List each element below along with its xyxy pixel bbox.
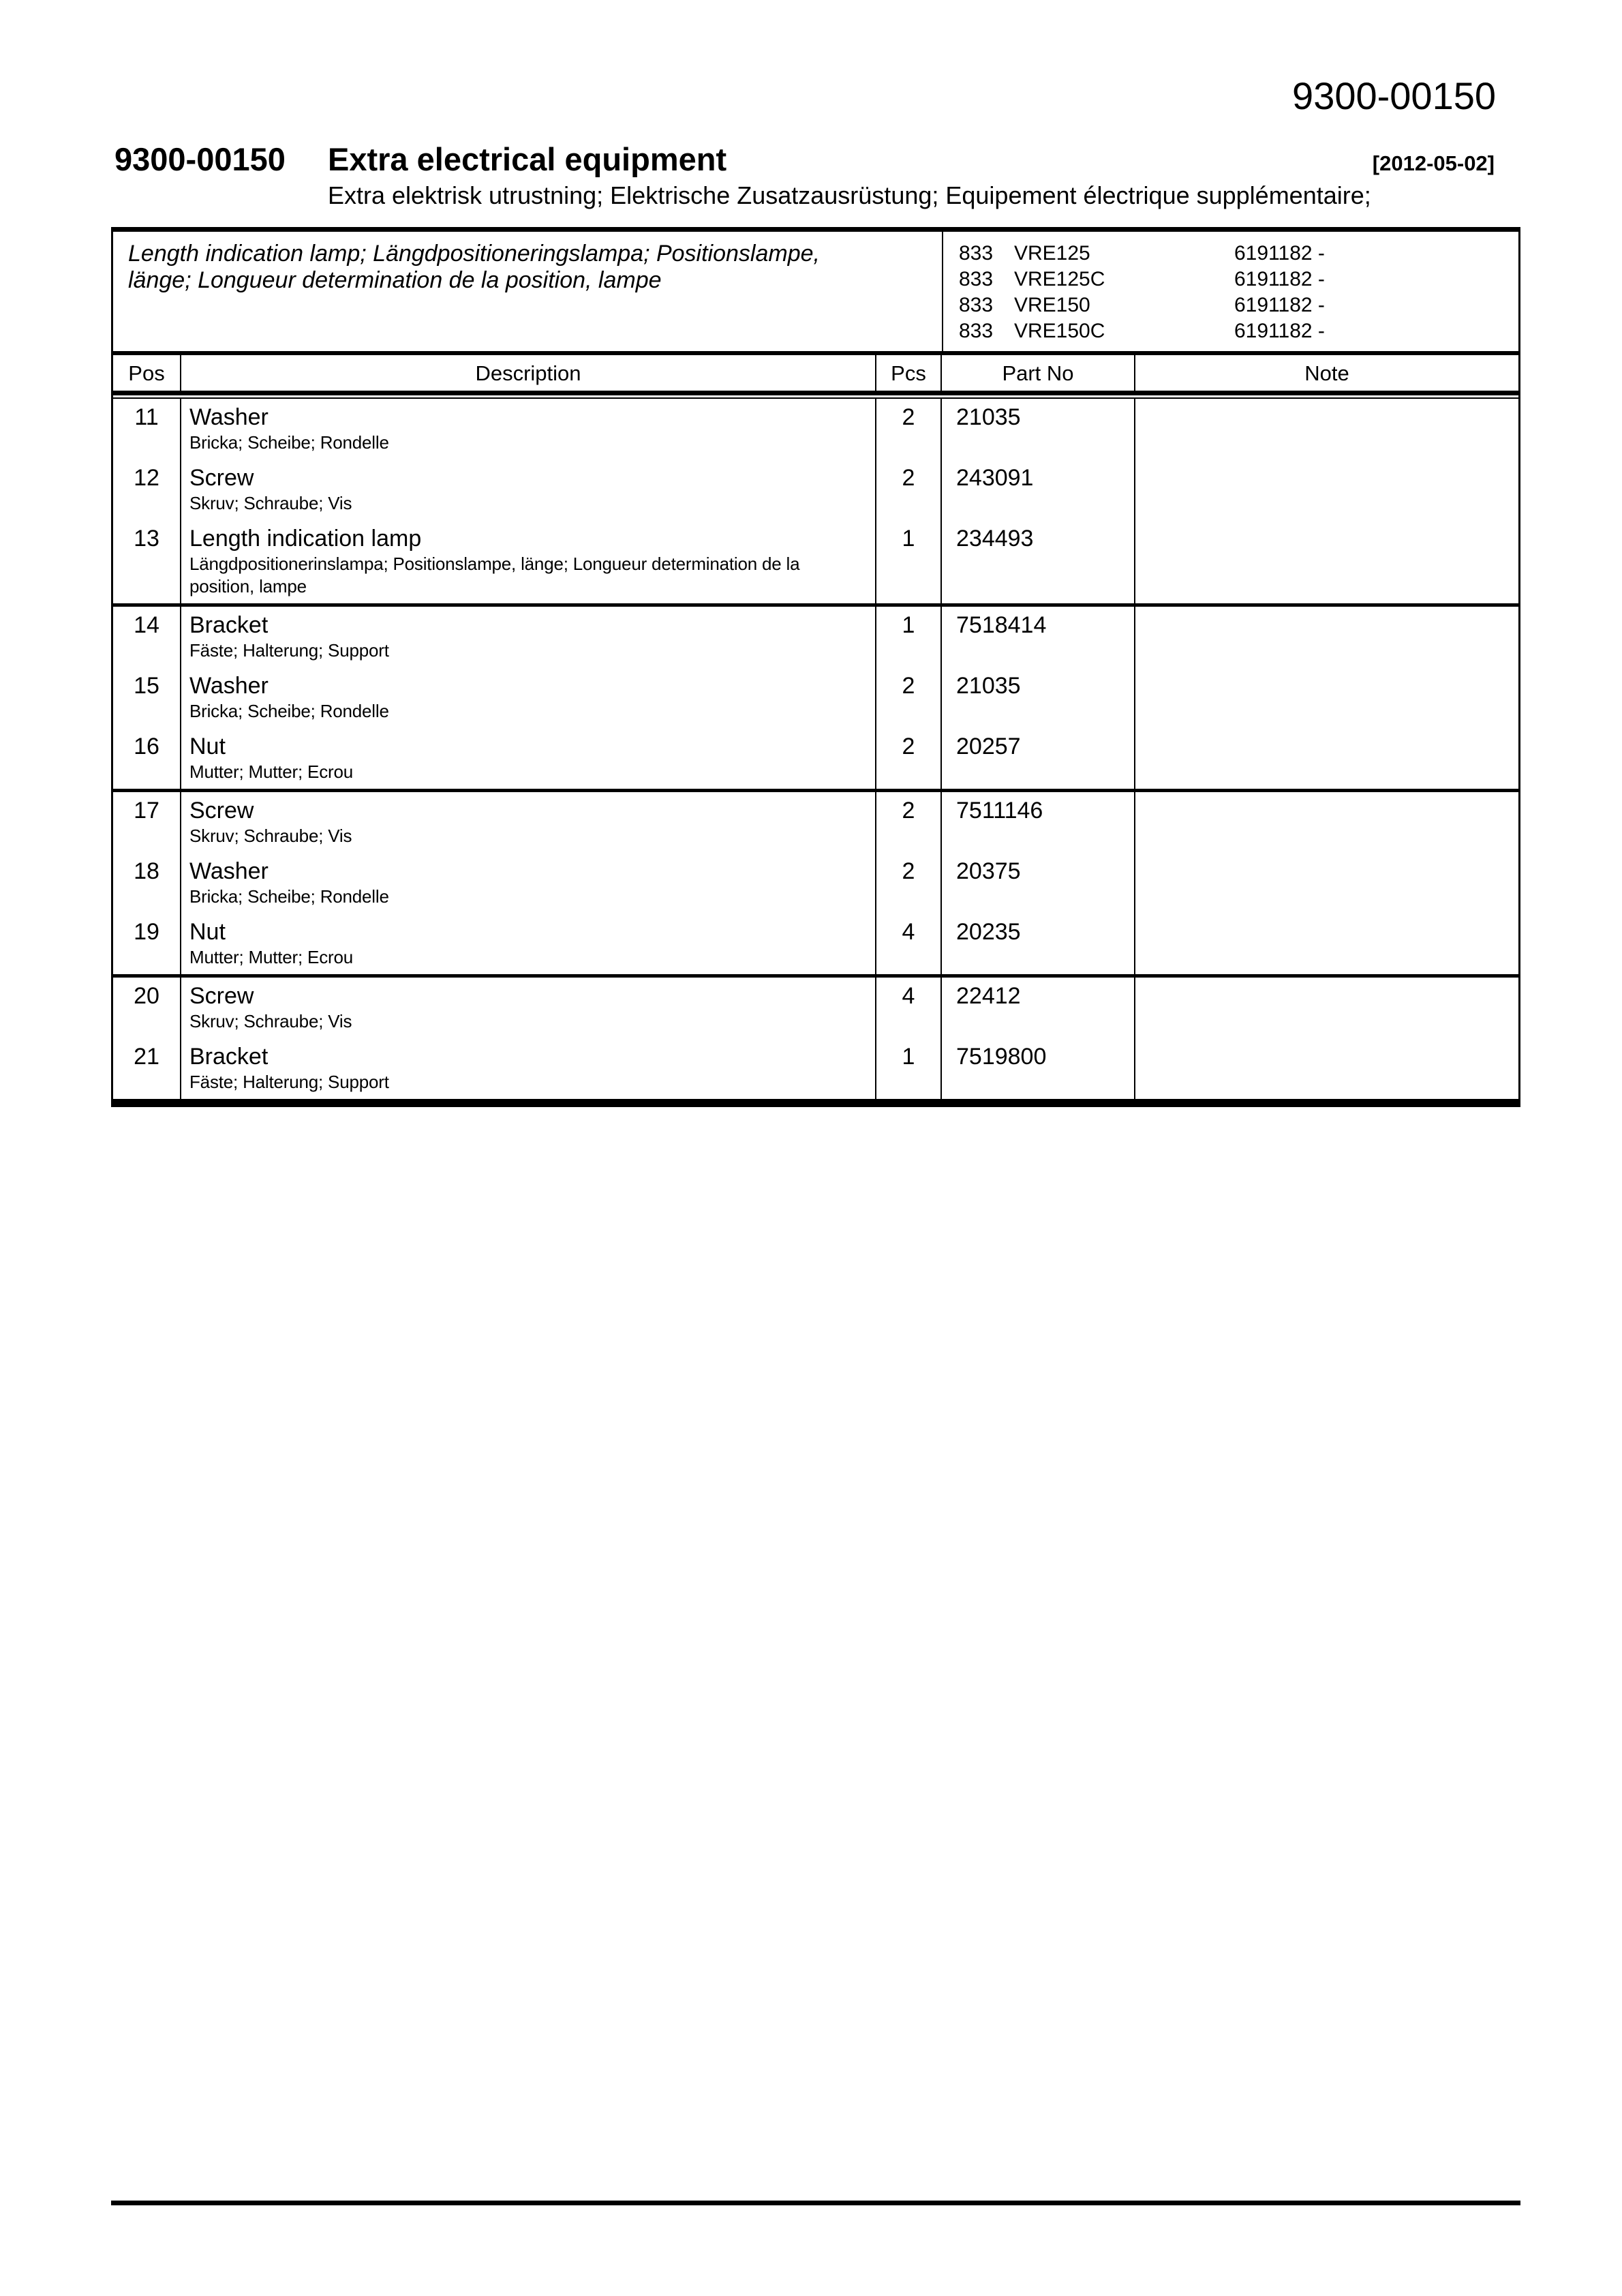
- table-row: [113, 399, 1518, 459]
- description-sub: Mutter; Mutter; Ecrou: [189, 761, 353, 782]
- page-title: Extra electrical equipment: [328, 141, 727, 177]
- description-main: Length indication lamp: [189, 526, 422, 552]
- description-main: Bracket: [189, 1044, 269, 1070]
- description-cell: [181, 520, 876, 603]
- description-sub: Bricka; Scheibe; Rondelle: [189, 701, 389, 721]
- description-main: Nut: [189, 734, 226, 759]
- pcs-cell: 1: [876, 607, 942, 667]
- document-header: [114, 142, 1495, 210]
- description-cell: [181, 792, 876, 853]
- pos-cell: 16: [113, 728, 181, 789]
- note-cell: [1135, 399, 1518, 459]
- model-row: [959, 267, 1518, 292]
- model-name: VRE125: [1014, 242, 1090, 265]
- header-pcs: Pcs: [876, 355, 942, 391]
- note-cell: [1135, 459, 1518, 520]
- model-code: 833: [959, 242, 994, 265]
- table-row: [113, 792, 1518, 853]
- assembly-description: Length indication lamp; Längdpositioneringslampa; Positionslampe, länge; Longueur determination de la position, lampe: [128, 241, 820, 293]
- model-serial-range: 6191182 -: [1234, 294, 1325, 316]
- description-main: Screw: [189, 983, 254, 1009]
- table-row: [113, 667, 1518, 728]
- description-main: Washer: [189, 858, 269, 884]
- description-main: Screw: [189, 798, 254, 824]
- pos-cell: 12: [113, 459, 181, 520]
- description-cell: [181, 607, 876, 667]
- description-sub: Skruv; Schraube; Vis: [189, 493, 352, 513]
- model-row: [959, 292, 1518, 318]
- note-cell: [1135, 728, 1518, 789]
- part-no-cell: 20235: [942, 913, 1135, 974]
- note-cell: [1135, 520, 1518, 603]
- model-name: VRE125C: [1014, 268, 1105, 290]
- description-main: Nut: [189, 919, 226, 945]
- table-row: [113, 607, 1518, 667]
- table-row: [113, 978, 1518, 1038]
- pos-cell: 15: [113, 667, 181, 728]
- description-sub: Fäste; Halterung; Support: [189, 640, 389, 661]
- model-list: [942, 232, 1518, 351]
- header-note: Note: [1304, 361, 1349, 385]
- description-main: Washer: [189, 404, 269, 430]
- header-part-no: Part No: [942, 355, 1135, 391]
- part-no-cell: 21035: [942, 667, 1135, 728]
- assembly-intro-box: [113, 227, 1518, 355]
- description-sub: Bricka; Scheibe; Rondelle: [189, 886, 389, 907]
- model-serial-range: 6191182 -: [1234, 242, 1325, 265]
- header-pos: Pos: [113, 355, 181, 391]
- table-body: [113, 399, 1518, 1102]
- part-no-cell: 7519800: [942, 1038, 1135, 1099]
- model-row: [959, 318, 1518, 344]
- note-cell: [1135, 1038, 1518, 1099]
- pos-cell: 19: [113, 913, 181, 974]
- pcs-cell: 2: [876, 792, 942, 853]
- description-main: Washer: [189, 673, 269, 699]
- page-number: 9300-00150: [1292, 74, 1496, 117]
- header-description: Description: [181, 355, 876, 391]
- description-sub: Bricka; Scheibe; Rondelle: [189, 432, 389, 453]
- model-code: 833: [959, 268, 994, 290]
- pos-cell: 11: [113, 399, 181, 459]
- description-cell: [181, 853, 876, 913]
- table-row: [113, 728, 1518, 789]
- description-sub: Längdpositionerinslampa; Positionslampe, länge; Longueur determination de la position, lampe: [189, 554, 800, 596]
- description-sub: Fäste; Halterung; Support: [189, 1072, 389, 1092]
- pos-cell: 13: [113, 520, 181, 603]
- parts-group: [113, 607, 1518, 792]
- model-serial-range: 6191182 -: [1234, 268, 1325, 290]
- note-cell: [1135, 792, 1518, 853]
- pcs-cell: 2: [876, 399, 942, 459]
- footer-rule: [111, 2201, 1520, 2205]
- part-no-cell: 234493: [942, 520, 1135, 603]
- table-row: [113, 459, 1518, 520]
- part-no-cell: 22412: [942, 978, 1135, 1038]
- pos-cell: 18: [113, 853, 181, 913]
- table-row: [113, 1038, 1518, 1099]
- parts-group: [113, 978, 1518, 1102]
- model-row: [959, 241, 1518, 267]
- model-name: VRE150: [1014, 294, 1090, 316]
- part-no-cell: 20375: [942, 853, 1135, 913]
- table-row: [113, 520, 1518, 603]
- table-header-row: [113, 355, 1518, 395]
- description-main: Bracket: [189, 612, 269, 638]
- pcs-cell: 1: [876, 1038, 942, 1099]
- part-no-cell: 21035: [942, 399, 1135, 459]
- description-cell: [181, 978, 876, 1038]
- part-no-cell: 243091: [942, 459, 1135, 520]
- note-cell: [1135, 913, 1518, 974]
- section-id: 9300-00150: [114, 141, 286, 177]
- part-no-cell: 20257: [942, 728, 1135, 789]
- model-code: 833: [959, 320, 994, 342]
- part-no-cell: 7511146: [942, 792, 1135, 853]
- page-subtitle: Extra elektrisk utrustning; Elektrische Zusatzausrüstung; Equipement électrique supplémentaire;: [328, 181, 1371, 209]
- revision-date: [2012-05-02]: [1372, 151, 1495, 175]
- pcs-cell: 4: [876, 978, 942, 1038]
- description-cell: [181, 667, 876, 728]
- title-row: [114, 142, 1495, 177]
- note-cell: [1135, 667, 1518, 728]
- parts-table: [111, 227, 1520, 1107]
- table-row: [113, 913, 1518, 974]
- model-name: VRE150C: [1014, 320, 1105, 342]
- model-serial-range: 6191182 -: [1234, 320, 1325, 342]
- description-cell: [181, 1038, 876, 1099]
- note-cell: [1135, 607, 1518, 667]
- pcs-cell: 2: [876, 667, 942, 728]
- description-main: Screw: [189, 465, 254, 491]
- note-cell: [1135, 853, 1518, 913]
- parts-group: [113, 792, 1518, 978]
- pcs-cell: 2: [876, 728, 942, 789]
- description-sub: Mutter; Mutter; Ecrou: [189, 947, 353, 967]
- description-cell: [181, 913, 876, 974]
- model-code: 833: [959, 294, 994, 316]
- parts-group: [113, 399, 1518, 607]
- description-cell: [181, 459, 876, 520]
- pcs-cell: 1: [876, 520, 942, 603]
- description-cell: [181, 399, 876, 459]
- pos-cell: 20: [113, 978, 181, 1038]
- pcs-cell: 4: [876, 913, 942, 974]
- part-no-cell: 7518414: [942, 607, 1135, 667]
- pos-cell: 21: [113, 1038, 181, 1099]
- pcs-cell: 2: [876, 853, 942, 913]
- pos-cell: 17: [113, 792, 181, 853]
- description-sub: Skruv; Schraube; Vis: [189, 826, 352, 846]
- table-row: [113, 853, 1518, 913]
- pos-cell: 14: [113, 607, 181, 667]
- pcs-cell: 2: [876, 459, 942, 520]
- description-cell: [181, 728, 876, 789]
- description-sub: Skruv; Schraube; Vis: [189, 1011, 352, 1031]
- note-cell: [1135, 978, 1518, 1038]
